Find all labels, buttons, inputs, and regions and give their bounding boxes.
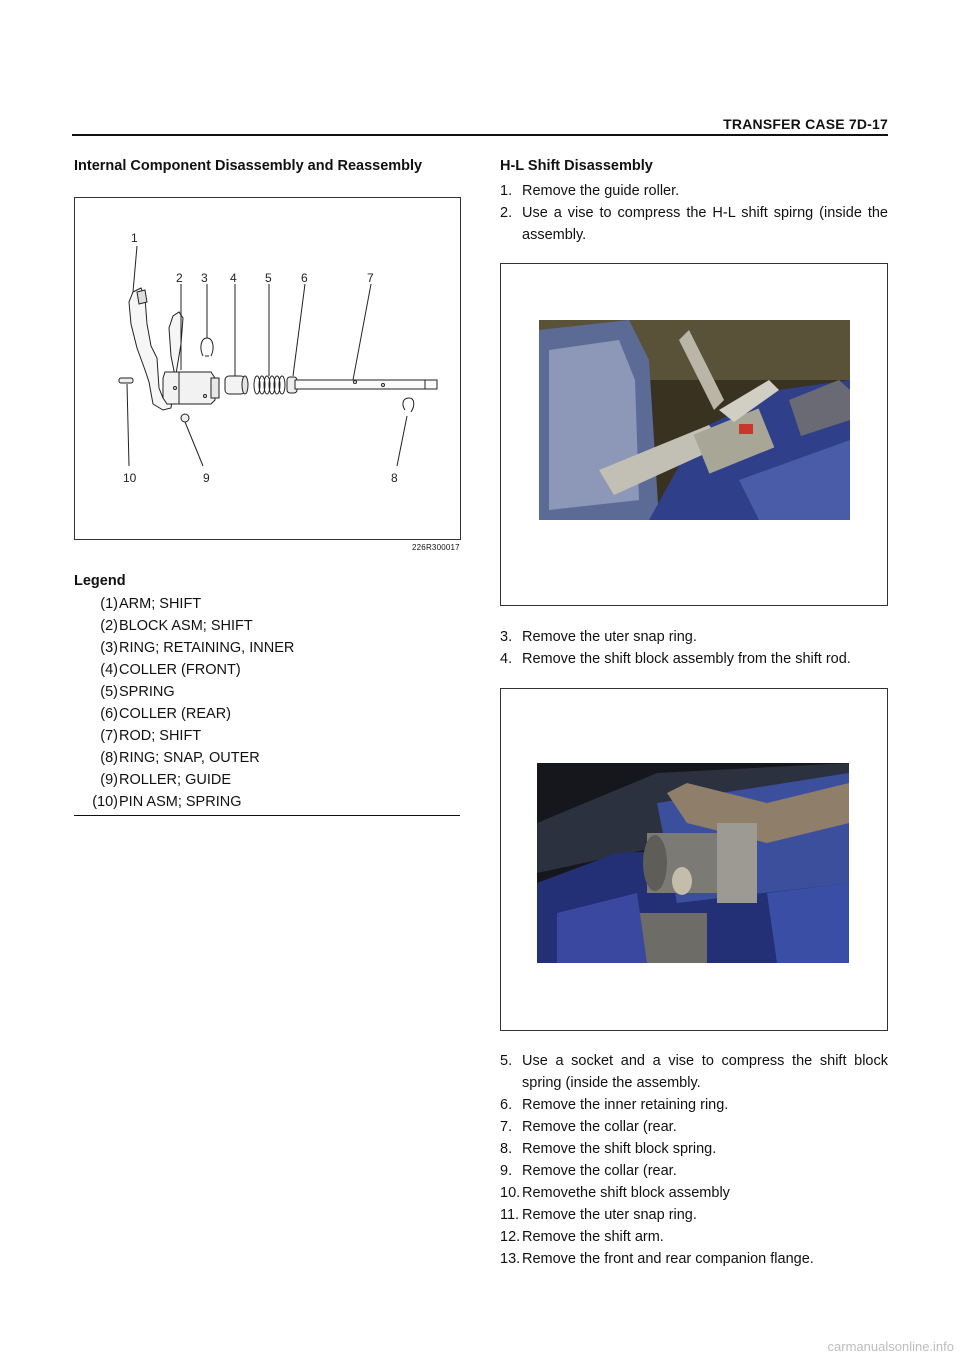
step-item: 1. Remove the guide roller. <box>500 183 680 199</box>
step-item: 10. Removethe shift block assembly <box>500 1185 730 1201</box>
callout-8: 8 <box>391 471 398 485</box>
legend-item: (1)ARM; SHIFT <box>100 596 202 612</box>
step-item: 6. Remove the inner retaining ring. <box>500 1097 729 1113</box>
photo-frame-vise-compress <box>500 263 888 606</box>
step-item: 11. Remove the uter snap ring. <box>500 1207 697 1223</box>
legend-item: (9)ROLLER; GUIDE <box>100 772 231 788</box>
exploded-view-figure <box>74 197 461 540</box>
spring-pin-part <box>119 378 133 383</box>
step-item: 9. Remove the collar (rear. <box>500 1163 677 1179</box>
step-item: 7. Remove the collar (rear. <box>500 1119 677 1135</box>
callout-7: 7 <box>367 271 374 285</box>
exploded-view-diagram <box>75 198 460 539</box>
legend-title: Legend <box>74 573 126 589</box>
spring-part <box>254 376 285 394</box>
legend-item: (6)COLLER (REAR) <box>100 706 231 722</box>
callout-4: 4 <box>230 271 237 285</box>
shift-rod-part <box>295 380 437 389</box>
callout-2: 2 <box>176 271 183 285</box>
legend-item: (2)BLOCK ASM; SHIFT <box>100 618 253 634</box>
legend-rule <box>74 815 460 816</box>
legend-list <box>74 593 460 813</box>
retaining-ring-part <box>201 338 213 356</box>
watermark: carmanualsonline.info <box>827 1339 954 1354</box>
callout-9: 9 <box>203 471 210 485</box>
step-item: 13. Remove the front and rear companion flange. <box>500 1251 814 1267</box>
snap-ring-part <box>403 398 414 412</box>
photo-frame-shift-block <box>500 688 888 1031</box>
callout-5: 5 <box>265 271 272 285</box>
shift-block-part <box>163 372 215 404</box>
legend-item: (4)COLLER (FRONT) <box>100 662 241 678</box>
figure-code: 226R300017 <box>412 543 460 552</box>
step-item: 12. Remove the shift arm. <box>500 1229 664 1245</box>
step-item: 4. Remove the shift block assembly from the shift rod. <box>500 651 851 667</box>
header-rule <box>72 134 888 136</box>
photo-vise-hl-shift <box>539 320 850 520</box>
legend-item: (7)ROD; SHIFT <box>100 728 202 744</box>
callout-3: 3 <box>201 271 208 285</box>
legend-item: (5)SPRING <box>100 684 175 700</box>
callout-10: 10 <box>123 471 137 485</box>
section-title-internal-components: Internal Component Disassembly and Reassembly <box>74 158 423 174</box>
callout-6: 6 <box>301 271 308 285</box>
step-item: 3. Remove the uter snap ring. <box>500 629 697 645</box>
step-item: 2. Use a vise to compress the H-L shift spirng (inside the assembly. <box>500 205 888 243</box>
step-item: 5. Use a socket and a vise to compress the shift block spring (inside the assembly. <box>500 1053 888 1091</box>
guide-roller-part <box>181 414 189 422</box>
photo-shift-block-removal <box>537 763 849 963</box>
page-header-title: TRANSFER CASE 7D-17 <box>723 116 888 132</box>
legend-item: (8)RING; SNAP, OUTER <box>100 750 260 766</box>
legend-item: (3)RING; RETAINING, INNER <box>100 640 295 656</box>
legend-item: (10)PIN ASM; SPRING <box>92 794 242 810</box>
step-item: 8. Remove the shift block spring. <box>500 1141 717 1157</box>
section-title-hl-shift: H-L Shift Disassembly <box>500 158 653 174</box>
callout-1: 1 <box>131 231 138 245</box>
